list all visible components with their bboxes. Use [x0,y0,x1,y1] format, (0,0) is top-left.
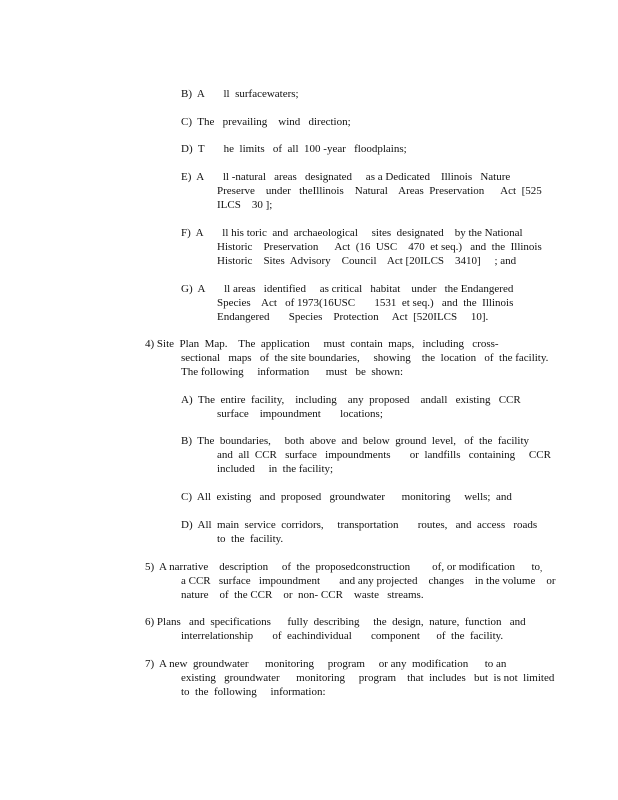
text-line: 4) Site Plan Map. The application must contain maps, including cross- [145,338,499,350]
stray-comma-mark: , [540,563,543,573]
text-line: to the following information: [181,686,326,698]
text-line: C) All existing and proposed groundwater monitoring wells; and [181,491,512,503]
text-line: 5) A narrative description of the proposedconstruction of, or modification to [145,561,541,573]
item-4-site-plan-map [145,337,549,379]
item-d-service-corridors [181,518,541,546]
text-line: sectional maps of the site boundaries, showing the location of the facility. [181,352,549,364]
text-line: Historic Sites Advisory Council Act [20ILCS 3410] ; and [217,255,517,267]
item-b-surface-waters [181,87,541,101]
text-line: ILCS 30 ]; [217,199,273,211]
text-line: D) All main service corridors, transportation routes, and access roads [181,519,538,531]
text-line: included in the facility; [217,463,334,475]
text-line: B) The boundaries, both above and below ground level, of the facility [181,435,530,447]
text-line: Historic Preservation Act (16 USC 470 et seq.) and the Illinois [217,241,542,253]
item-6-plans-specifications [145,615,545,643]
text-line: C) The prevailing wind direction; [181,116,351,128]
text-line: interrelationship of eachindividual component of the facility. [181,630,504,642]
item-c-wind-direction [181,115,541,129]
text-line: surface impoundment locations; [217,408,383,420]
text-line: 7) A new groundwater monitoring program or any modification to an [145,658,507,670]
text-line: existing groundwater monitoring program that includes but is not limited [181,672,555,684]
item-g-critical-habitat [181,282,541,324]
item-f-historic-sites [181,226,541,268]
text-line: and all CCR surface impoundments or landfills containing CCR [217,449,551,461]
item-5-narrative [145,560,556,602]
item-e-natural-areas [181,170,541,212]
item-a-entire-facility [181,393,541,421]
text-line: Preserve under theIllinois Natural Areas Preservation Act [525 [217,185,542,197]
item-d-floodplains [181,142,541,156]
text-line: F) A ll his toric and archaeological sites designated by the National [181,227,523,239]
text-line: The following information must be shown: [181,366,404,378]
text-line: to the facility. [217,533,284,545]
text-line: nature of the CCR or non- CCR waste streams. [181,589,424,601]
text-line: Species Act of 1973(16USC 1531 et seq.) and the Illinois [217,297,514,309]
item-c-monitoring-wells [181,490,541,504]
text-line: B) A ll surfacewaters; [181,88,299,100]
item-b-boundaries [181,434,551,476]
text-line: a CCR surface impoundment and any projected changes in the volume or [181,575,556,587]
text-line: A) The entire facility, including any proposed andall existing CCR [181,394,521,406]
item-7-groundwater-program [145,657,555,699]
text-line: D) T he limits of all 100 -year floodplains; [181,143,407,155]
text-line: E) A ll -natural areas designated as a Dedicated Illinois Nature [181,171,511,183]
text-line: 6) Plans and specifications fully describing the design, nature, function and [145,616,526,628]
text-line: Endangered Species Protection Act [520ILCS 10]. [217,311,489,323]
text-line: G) A ll areas identified as critical habitat under the Endangered [181,283,514,295]
